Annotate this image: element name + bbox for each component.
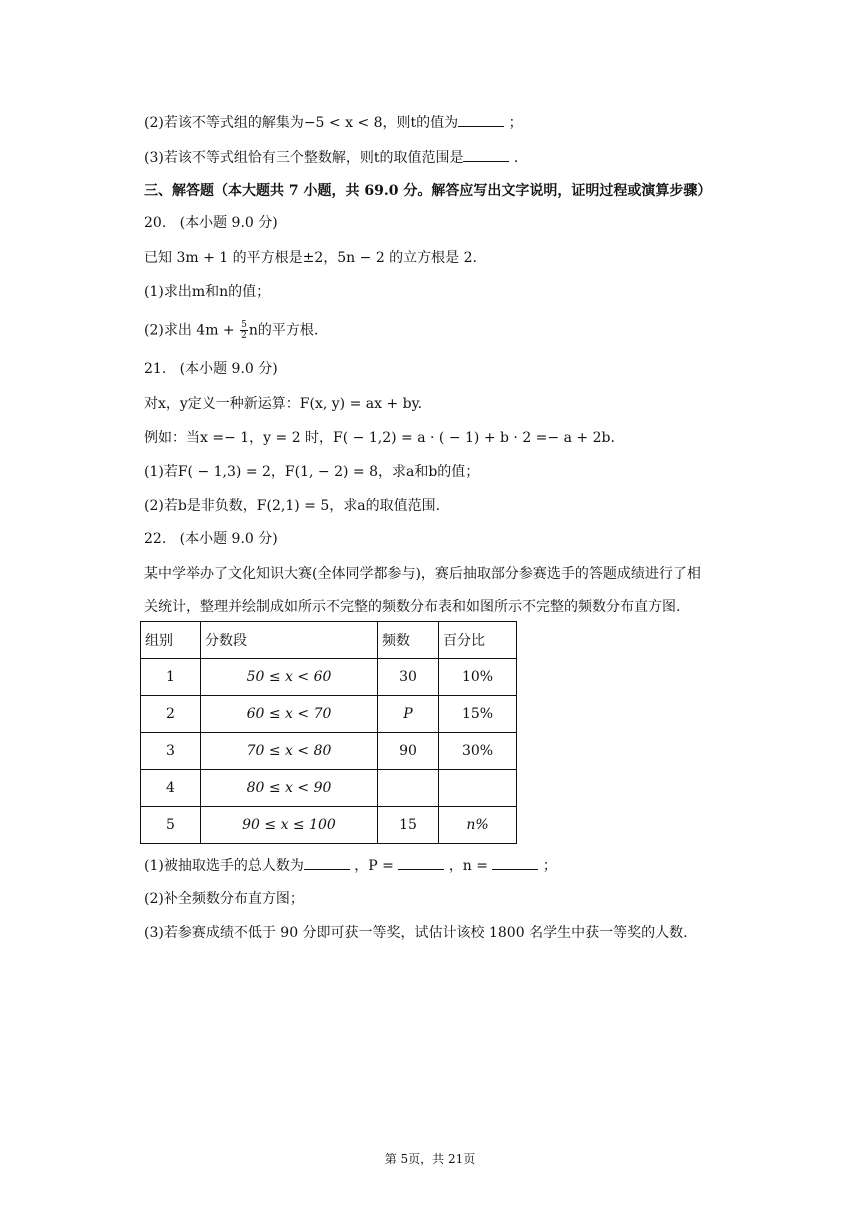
- frequency-table: [140, 621, 517, 844]
- cell-group: 2: [141, 696, 201, 733]
- q21-part-1: (1)若F( − 1,3) = 2，F(1, − 2) = 8，求a和b的值；: [144, 464, 480, 480]
- fraction-denominator: 2: [241, 331, 247, 341]
- question-number: 20.: [144, 215, 167, 231]
- punct: .: [513, 150, 519, 166]
- q22-part-1-n: ，n =: [448, 858, 489, 874]
- answer-blank[interactable]: [492, 855, 538, 870]
- q22-part-1-p: ，P =: [354, 858, 394, 874]
- page-footer: 第 5页，共 21页: [384, 1152, 476, 1166]
- question-number: 22.: [144, 531, 167, 547]
- answer-blank[interactable]: [463, 147, 509, 162]
- cell-frequency: P: [378, 696, 439, 733]
- q19-part-2-text: (2)若该不等式组的解集为−5 < x < 8，则t的值为: [144, 115, 459, 131]
- q22-part-1-text: (1)被抽取选手的总人数为: [144, 858, 304, 874]
- cell-percent: 30%: [439, 733, 517, 770]
- q22-part-2: (2)补全频数分布直方图；: [144, 891, 304, 907]
- q21-part-2: (2)若b是非负数，F(2,1) = 5，求a的取值范围.: [144, 498, 441, 514]
- cell-percent: [439, 770, 517, 807]
- question-21-header: [144, 359, 278, 379]
- q20-part-1: (1)求出m和n的值；: [144, 284, 271, 300]
- cell-range: 60 ≤ x < 70: [201, 696, 378, 733]
- cell-percent: n%: [439, 807, 517, 844]
- question-score: (本小题 9.0 分): [179, 361, 278, 377]
- table-row: [141, 770, 517, 807]
- cell-frequency: 30: [378, 659, 439, 696]
- cell-group: 1: [141, 659, 201, 696]
- answer-blank[interactable]: [398, 855, 444, 870]
- header-cell-percent: 百分比: [439, 622, 517, 659]
- fraction: [240, 320, 248, 341]
- cell-percent: 10%: [439, 659, 517, 696]
- cell-range: 70 ≤ x < 80: [201, 733, 378, 770]
- cell-range: 50 ≤ x < 60: [201, 659, 378, 696]
- q20-stem: 已知 3m + 1 的平方根是±2，5n − 2 的立方根是 2.: [144, 250, 477, 266]
- q21-stem: 对x，y定义一种新运算：F(x, y) = ax + by.: [144, 396, 423, 412]
- q21-example: 例如：当x =− 1，y = 2 时，F( − 1,2) = a · ( − 1) + b · 2 =− a + 2b.: [144, 430, 615, 446]
- cell-frequency: 90: [378, 733, 439, 770]
- cell-group: 5: [141, 807, 201, 844]
- cell-frequency: 15: [378, 807, 439, 844]
- question-19-part-3: [144, 147, 518, 168]
- q20-part-2: [144, 320, 318, 341]
- q22-stem-line-1: 某中学举办了文化知识大赛(全体同学都参与)，赛后抽取部分参赛选手的答题成绩进行了相: [144, 566, 701, 582]
- q22-stem-line-2: 关统计，整理并绘制成如所示不完整的频数分布表和如图所示不完整的频数分布直方图.: [144, 599, 681, 615]
- answer-blank[interactable]: [304, 855, 350, 870]
- q20-part-2-pre: (2)求出 4m +: [144, 322, 240, 339]
- table-row: [141, 659, 517, 696]
- q22-part-3: (3)若参赛成绩不低于 90 分即可获一等奖，试估计该校 1800 名学生中获一等奖的人数.: [144, 925, 688, 941]
- table-header-row: [141, 622, 517, 659]
- cell-range: 90 ≤ x ≤ 100: [201, 807, 378, 844]
- question-20-header: [144, 213, 278, 233]
- fraction-numerator: 5: [241, 320, 247, 330]
- section-heading: 三、解答题（本大题共 7 小题，共 69.0 分。解答应写出文字说明，证明过程或演算步骤）: [144, 183, 712, 199]
- cell-group: 3: [141, 733, 201, 770]
- table-row: [141, 733, 517, 770]
- punct: ；: [508, 115, 523, 131]
- q22-part-1: [144, 855, 557, 876]
- punct: ；: [542, 858, 557, 874]
- cell-group: 4: [141, 770, 201, 807]
- cell-percent: 15%: [439, 696, 517, 733]
- question-22-header: [144, 529, 278, 549]
- q19-part-3-text: (3)若该不等式组恰有三个整数解，则t的取值范围是: [144, 150, 464, 166]
- question-score: (本小题 9.0 分): [179, 215, 278, 231]
- answer-blank[interactable]: [458, 112, 504, 127]
- header-cell-frequency: 频数: [378, 622, 439, 659]
- question-number: 21.: [144, 361, 167, 377]
- question-19-part-2: [144, 112, 523, 133]
- q20-part-2-post: n的平方根.: [248, 322, 319, 339]
- header-cell-range: 分数段: [201, 622, 378, 659]
- question-score: (本小题 9.0 分): [179, 531, 278, 547]
- cell-frequency: [378, 770, 439, 807]
- cell-range: 80 ≤ x < 90: [201, 770, 378, 807]
- header-cell-group: 组别: [141, 622, 201, 659]
- table-row: [141, 696, 517, 733]
- table-row: [141, 807, 517, 844]
